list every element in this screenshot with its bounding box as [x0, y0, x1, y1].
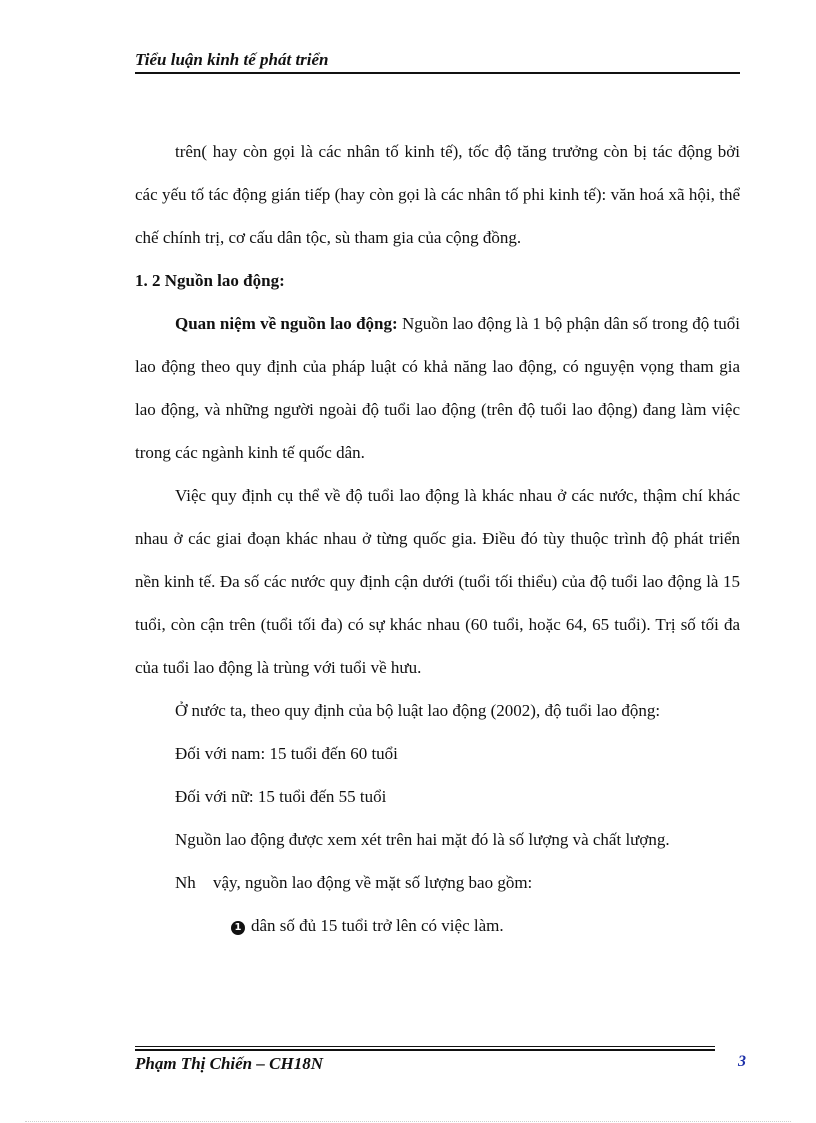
line-vietnam-law: Ở nước ta, theo quy định của bộ luật lao động (2002), độ tuổi lao động:: [175, 701, 661, 720]
page-bottom-border: [25, 1121, 791, 1122]
paragraph-definition: [135, 302, 740, 474]
footer-divider: [135, 1046, 715, 1051]
definition-text: Nguồn lao động là 1 bộ phận dân số trong độ tuổi lao động theo quy định của pháp luật có khả năng lao động, có nguyện vọng tham gia lao động, và những người ngoài độ tuổi lao động (trên độ tuổi lao động) đang làm việc trong các ngành kinh tế quốc dân.: [135, 314, 740, 462]
line-male-age: Đối với nam: 15 tuổi đến 60 tuổi: [175, 744, 398, 763]
page-footer: [135, 1046, 715, 1073]
line-female-age: Đối với nữ: 15 tuổi đến 55 tuổi: [175, 787, 387, 806]
page-number: 3: [738, 1053, 746, 1070]
definition-term: Quan niệm về nguồn lao động:: [175, 314, 398, 333]
paragraph-age-rules: Việc quy định cụ thể về độ tuổi lao động là khác nhau ở các nước, thậm chí khác nhau ở các giai đoạn khác nhau ở từng quốc gia. Điều đó tùy thuộc trình độ phát triển nền kinh tế. Đa số các nước quy định cận dưới (tuổi tối thiểu) của độ tuổi lao động là 15 tuổi, còn cận trên (tuổi tối đa) có sự khác nhau (60 tuổi, hoặc 64, 65 tuổi). Trị số tối đa của tuổi lao động là trùng với tuổi về hưu.: [135, 486, 740, 677]
footer-author: Phạm Thị Chiến – CH18N: [135, 1054, 323, 1073]
line-two-aspects: Nguồn lao động được xem xét trên hai mặt đó là số lượng và chất lượng.: [175, 830, 670, 849]
bullet-item: [135, 904, 740, 947]
paragraph-intro: trên( hay còn gọi là các nhân tố kinh tế), tốc độ tăng trưởng còn bị tác động bởi các yếu tố tác động gián tiếp (hay còn gọi là các nhân tố phi kinh tế): văn hoá xã hội, thể chế chính trị, cơ cấu dân tộc, sù tham gia của cộng đồng.: [135, 142, 740, 247]
page-content: [135, 130, 740, 947]
numbered-bullet-icon: 1: [231, 921, 245, 935]
quantity-intro-fragment: Nh: [175, 873, 196, 892]
bullet-item-text: dân số đủ 15 tuổi trở lên có việc làm.: [251, 916, 504, 935]
section-heading: 1. 2 Nguồn lao động:: [135, 271, 285, 290]
header-title: Tiểu luận kinh tế phát triển: [135, 50, 329, 69]
page-header: [135, 50, 740, 74]
line-quantity-intro: [135, 861, 740, 904]
quantity-intro-text: vậy, nguồn lao động về mặt số lượng bao gồm:: [213, 873, 533, 892]
